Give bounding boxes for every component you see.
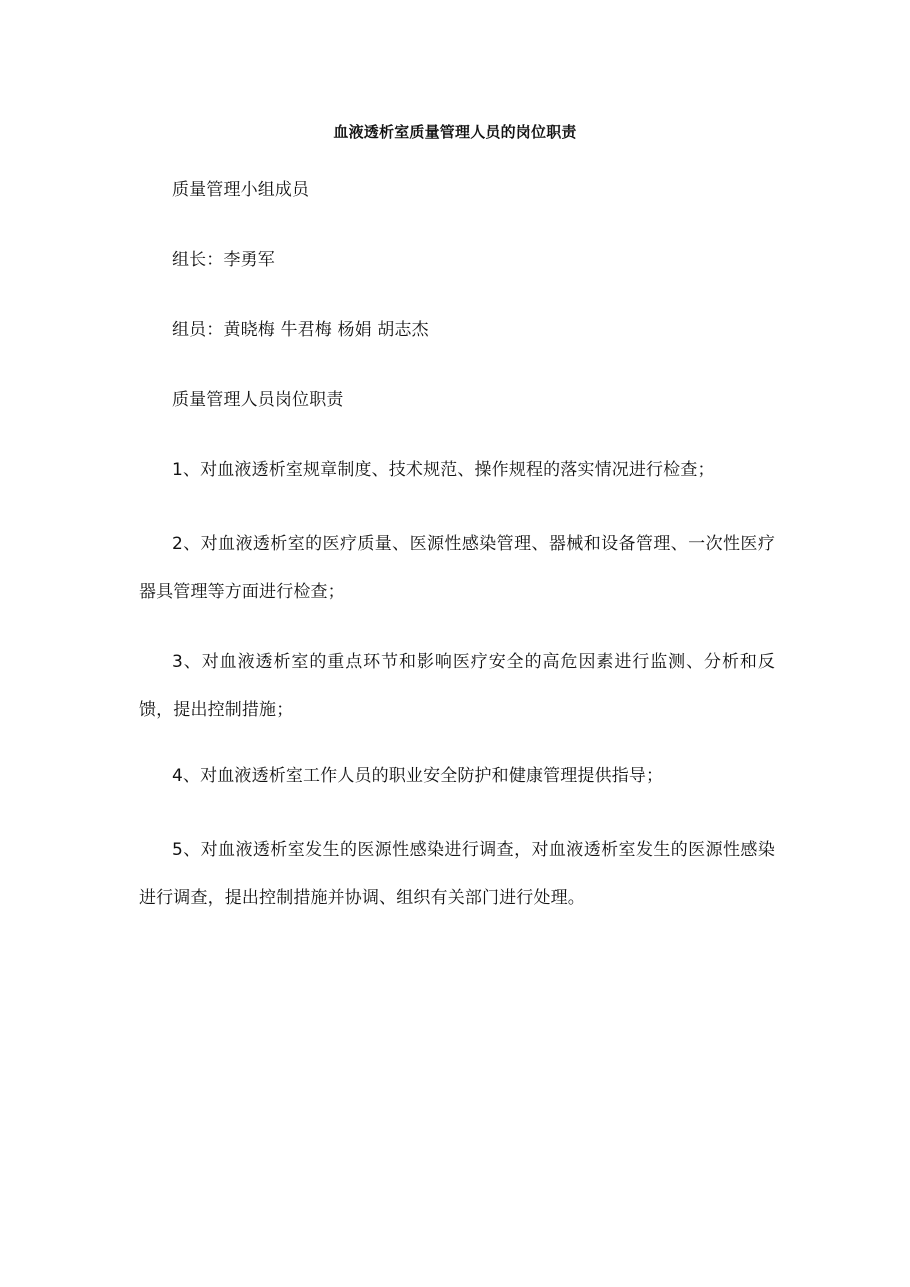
paragraph-duty-5: 5、对血液透析室发生的医源性感染进行调查，对血液透析室发生的医源性感染进行调查，提出控制措施并协调、组织有关部门进行处理。 [139, 840, 775, 908]
paragraph-duties-heading: 质量管理人员岗位职责 [172, 390, 344, 410]
paragraph-team-leader: 组长：李勇军 [172, 250, 275, 270]
paragraph-team-members: 组员：黄晓梅 牛君梅 杨娟 胡志杰 [172, 320, 429, 340]
paragraph-team-heading: 质量管理小组成员 [172, 180, 310, 200]
paragraph-duty-1: 1、对血液透析室规章制度、技术规范、操作规程的落实情况进行检查； [172, 460, 715, 480]
paragraph-duty-4: 4、对血液透析室工作人员的职业安全防护和健康管理提供指导； [172, 766, 664, 786]
paragraph-duty-3: 3、对血液透析室的重点环节和影响医疗安全的高危因素进行监测、分析和反馈，提出控制措施； [139, 652, 775, 720]
document-body [139, 170, 775, 944]
document-title: 血液透析室质量管理人员的岗位职责 [333, 123, 577, 141]
paragraph-duty-2: 2、对血液透析室的医疗质量、医源性感染管理、器械和设备管理、一次性医疗器具管理等方面进行检查； [139, 534, 775, 602]
